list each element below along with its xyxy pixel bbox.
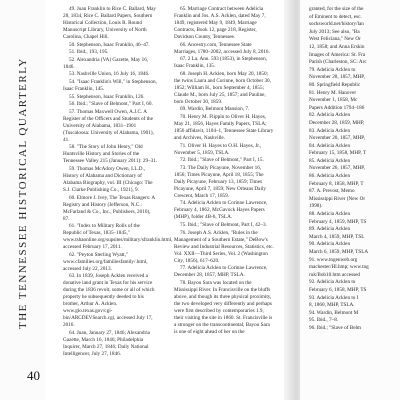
footnote: 74. Adelicia Acklen to Corinne Lawrence, February 4, 1862, McGavock Hayes Papers (MHP), folder 4B-6, TSLA. [174, 200, 268, 221]
notes-column-middle [174, 6, 274, 336]
footnote: 96. Ibid.; "Slave of Belm [309, 324, 361, 331]
footnote: 61. "Index to Military Rolls of the Republic of Texas, 1835–1845," www.tshaonline.org/supsites/military/sfranklin.html, accessed February 17, 2011. [63, 223, 173, 251]
footnote: West Feliciana," New Or [309, 36, 361, 43]
footnote: 8, 1860, MHP, TSLA. [309, 302, 355, 309]
footnote: 69. Wardin, Belmont Mansion, 7. [180, 106, 250, 113]
footnote: 75. Ibid.; "Slave of Belmont, Part I, 42–3. [180, 221, 267, 228]
notes-column-left [63, 6, 173, 359]
footnote: November 28, 1857, MHP, [309, 74, 365, 81]
footnote: Mississippi River (New Or [309, 195, 366, 202]
footnote: 50. Stephenson, Isaac Franklin, 46–47. [69, 41, 150, 48]
footnote: 73. The Daily Picayune, November 16, 1856; Times Picayune, April 18, 1855; The Daily Picayune, February 13, 1859; Times Picayune, April 7, 1859; New Orleans Daily Crescent, March 17, 1859. [174, 164, 266, 199]
footnote: February 8, 1858, MHP, T [309, 180, 364, 187]
footnote: 54. "Isaac Franklin's Will," in Stephenson, Isaac Franklin, 145. [63, 78, 157, 92]
footnote: July 2013; See also, "Ba [309, 28, 360, 35]
footnote: 93. Adelicia Acklen to I [309, 294, 359, 301]
footnote: 87. A. Prevost, Memo [309, 188, 355, 195]
footnote: 49. Juan Franklin to Rice C. Ballard, May 28, 1834, Rice C. Ballard Papers, Southern Historical Collection, Louis R. Round Manuscript Library, University of North Carolina, Chapel Hill. [63, 6, 157, 40]
running-head-journal-title: THE TENNESSEE HISTORICAL QUARTERLY [17, 57, 29, 329]
footnote: March 4, 1859, MHP, TSL [309, 233, 365, 240]
footnote: 85. Adelicia Acklen [309, 157, 351, 164]
footnote: 79. Adelicia Acklen to [309, 66, 356, 73]
footnote: February 4, 1859, MHP, TS [309, 218, 367, 225]
footnote: 71. Oliver H. Hayes to O.H. Hayes, Jr., November 5, 1859, TSLA. [174, 142, 262, 156]
footnote: 76. Joseph A.S. Acklen, "Rules in the Management of a Southern Estate," DeBow's Review and Industrial Resources, Statistics, etc. Vol. XXII—Third Series, Vol. 2 (Washington City, 1856), 617–620. [174, 229, 274, 264]
footnote: Papers Addition 1794–186 [309, 104, 365, 111]
footnote: ruk/Bob10.htm accessed [309, 271, 360, 278]
footnote: 88. Adelicia Acklen [309, 211, 351, 218]
footnote: 62. "Peyton Sterling Wyatt," www.cfamilies.org/familiesfamily/.html, accessed July 22, 2013. [63, 251, 148, 272]
footnote: November 20, 1857, MHP, [309, 135, 365, 142]
footnote: 81. Henry M. Hanover [309, 89, 357, 96]
footnote: of Eminent to detect, esc. [309, 13, 362, 20]
footnote: 68. Joseph H. Acklen, born May 20, 1850; the twins Laura and Corinne, born October 30, 1852; William H., born September 4, 1855; Claude M., born July 25, 1857; and Pauline, born October 30, 1859. [174, 70, 271, 105]
page-number: 40 [27, 368, 40, 383]
footnote: 55. Stephenson, Isaac Franklin, 126. [69, 93, 145, 100]
footnote: February 6, 1858, MHP, TS [309, 286, 367, 293]
footnote: November 1, 1858, Mc [309, 97, 358, 104]
footnote: machester/Hl.hmp; www.tng [309, 264, 369, 271]
footnote: 72. Ibid.; "Slave of Belmont," Part I, 15. [180, 157, 264, 164]
footnote: February 15, 1858, MHP, T [309, 150, 367, 157]
footnote: 56. Ibid.; "Slave of Belmont," Part I, 60. [69, 101, 153, 108]
footnote: 58. "The Story of John Henry," Old Huntsville History and Stories of the Tennessee Valley 215 (January 2011): 29–31. [63, 144, 158, 165]
notes-column-facing-page [309, 6, 397, 333]
footnote: 77. Adelicia Acklen to Corinne Lawrence, December 28, 1857, MHP, TSLA. [174, 265, 268, 279]
footnote: 52. Alexandria (VA) Gazette, May 16, 1846. [63, 56, 149, 70]
footnote: March 6, 1859, MHP, TSLA [309, 249, 369, 255]
footnote: 90. Adelicia Acklen [309, 241, 351, 248]
footnote: 89. Adelicia Acklen [309, 226, 351, 233]
footnote: 64. Juan, January 27, 1846; Alexandria Gazette, March 16, 1846; Philadelphia Inquirer, March 27, 1846; Daily National Intelligencer, July 27, 1846. [63, 329, 150, 357]
footnote: 51. Ibid., 193, 195. [69, 49, 109, 56]
footnote: granted, for the size of the [309, 6, 364, 12]
footnote: socksworld.net/history/lan [309, 21, 364, 28]
footnote: 57. Thomas Maxwell Owen, A.J.C. A Register of the Officers and Students of the University of Alabama, 1831–1901 (Tuscaloosa: University of Alabama, 1901), 41. [63, 108, 154, 143]
footnote: 65. Marriage Contract between Adelicia Franklin and Jos. A.S. Acklen, dated May 7, 1849, registered May 9, 1849, Marriage Contracts, Book 12, page 218, Register, Davidson County, Tennessee. [174, 6, 266, 40]
footnote: 91. www.tngenweb.org [309, 256, 358, 263]
footnote: 66. Ancestry.com, Tennessee State Marriages, 1780–2002, accessed July 8, 2016. [174, 41, 270, 55]
footnote: Parish (Charleston, SC: Arc [309, 59, 367, 66]
footnote: 78. Bayou Sara was located on the Mississippi River. In Francisville on the bluffs above, and though its three physical proximity, the two developed very differently and perhaps were first described by contemporaries 1.9, their visiting the site in 1860. St. Francisville is a stronger on the transcontinental, Bayou Sara is one of eight ahead of her on the [174, 279, 273, 335]
footnote: 59. Thomas McAdory Owen, LL.D., History of Alabama and Dictionary of Alabama Biography, vol. III (Chicago: The S.J. Clarke Publishing Co., 1921), 9. [63, 165, 153, 193]
footnote: 94. Wardin, Belmont M [309, 309, 359, 316]
footnote: 86. Adelicia Acklen [309, 173, 351, 180]
footnote: Images of America: St. Fra [309, 51, 366, 58]
footnote: 12, 1858; and Anna Erskin [309, 43, 365, 50]
footnote: November 26, 1857, MHP, [309, 165, 365, 172]
footnote: 80. Springfield Republic [309, 81, 361, 88]
footnote: 67. 2 La. Ann. 593 (1853), in Stephenson, Isaac Franklin, 135. [174, 56, 268, 70]
footnote: 95. Ibid., 7–8. [309, 317, 339, 324]
footnote: December 28, 1859, MHP, [309, 119, 365, 126]
footnote: 1998). [309, 203, 323, 210]
footnote: 70. Henry M. Flippin to Oliver H. Hayes, May 21, 1856, Hayes Family Papers, TSLA; 1856 affidavit, 1104–1, Tennessee State Library and Archives, Nashville. [174, 113, 274, 141]
footnote: 53. Nashville Union, 16 July 16, 1846. [69, 71, 150, 78]
footnote: 63. In 1839, Joseph Acklen received a donative land grant in Texas for his service during the 1836 revolt, some or all of which property he subsequently deeded to his brother, Arthur A. Acklen. www.glo.texas.gov/cgi-bin/ARCDEVSearch.cgi, accessed July 17, 2016. [63, 273, 155, 329]
footnote: 92. Adelicia Acklen to [309, 279, 356, 286]
footnote: 60. Elmore J. Ivey, The Texas Rangers: A Registry and History (Jefferson, N.C.: McFarland & Co., Inc., Publishers, 2010), 87. [63, 194, 155, 222]
footnote: 82. Adelicia Acklen [309, 112, 351, 119]
footnote: 84. Adelicia Acklen [309, 142, 351, 149]
footnote: 83. Adelicia Acklen [309, 127, 351, 134]
